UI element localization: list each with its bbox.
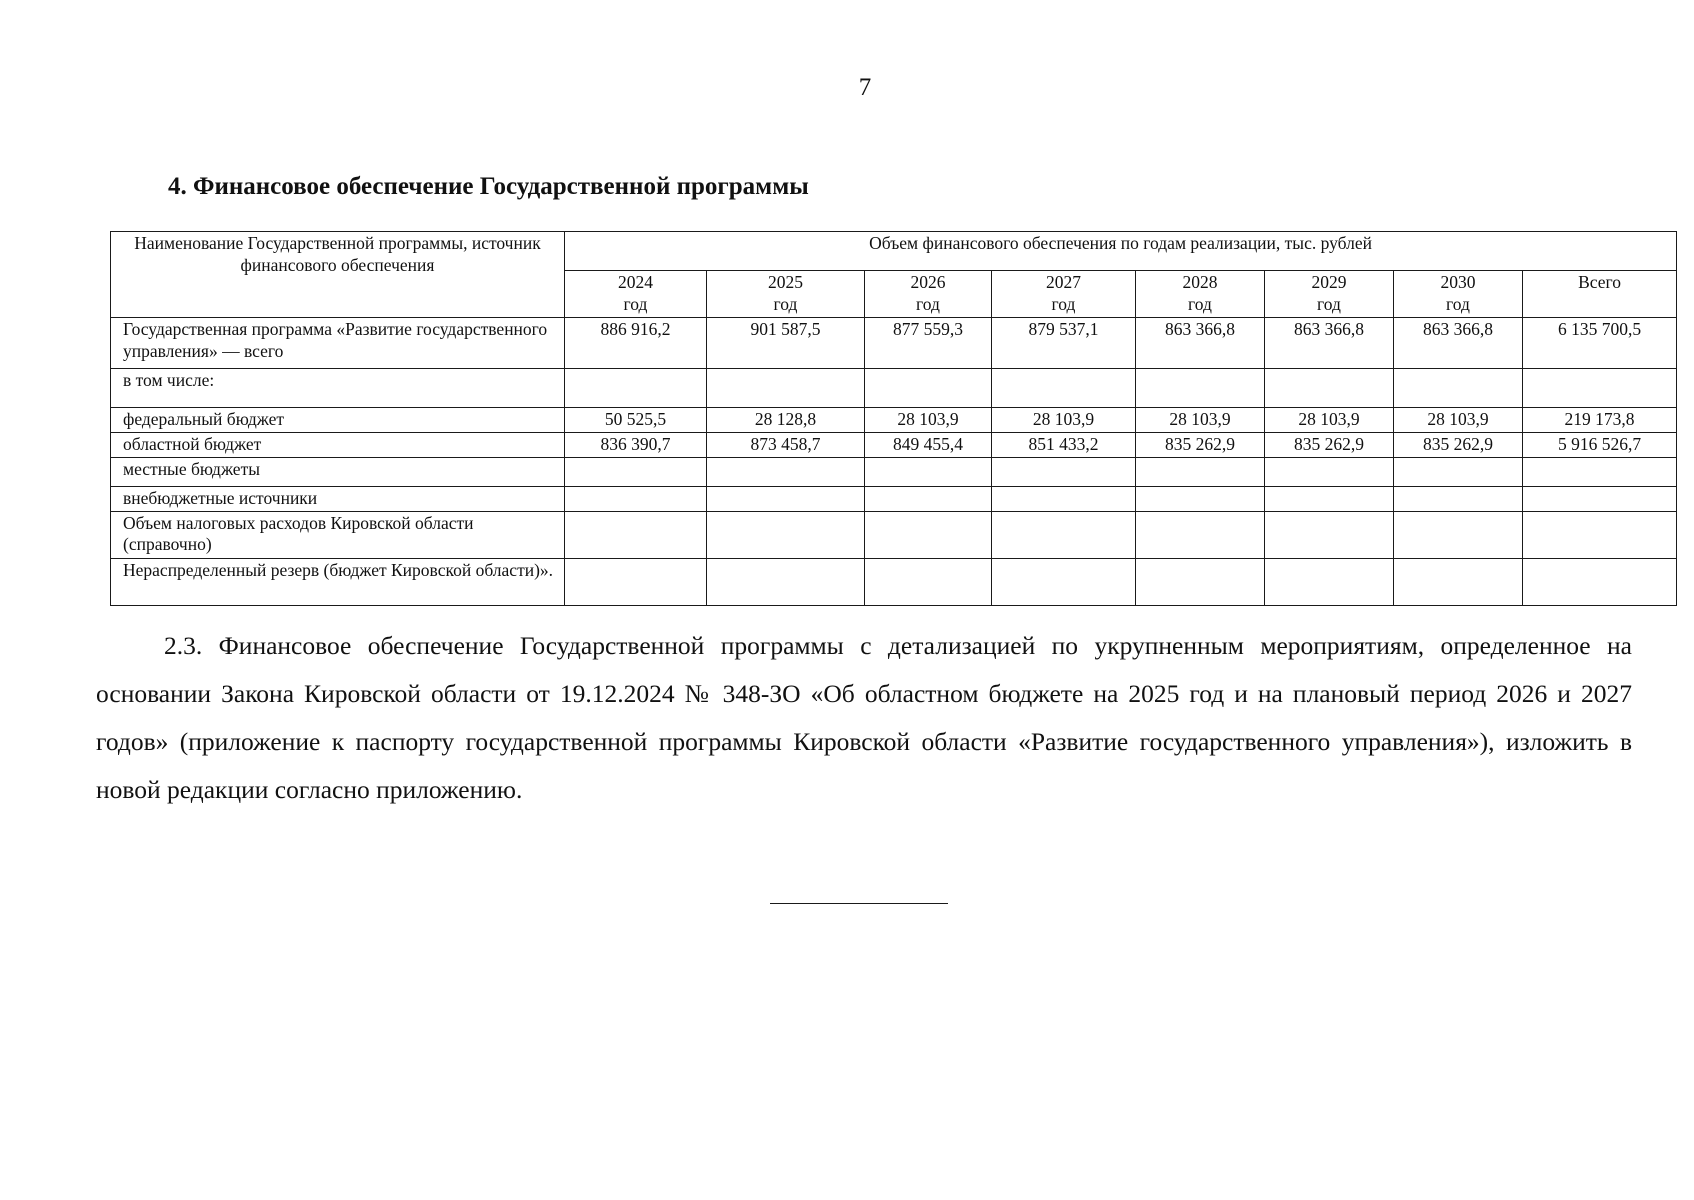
cell-value — [865, 558, 992, 605]
cell-total: 219 173,8 — [1523, 407, 1677, 432]
cell-value — [992, 457, 1136, 486]
header-name: Наименование Государственной программы, источник финансового обеспечения — [111, 232, 565, 318]
cell-value: 851 433,2 — [992, 432, 1136, 457]
cell-value — [1265, 457, 1394, 486]
cell-value: 50 525,5 — [565, 407, 707, 432]
cell-value — [992, 558, 1136, 605]
cell-value — [565, 368, 707, 407]
cell-value — [565, 457, 707, 486]
cell-value: 863 366,8 — [1136, 317, 1265, 368]
cell-value — [1136, 486, 1265, 511]
table-row — [111, 368, 1677, 407]
cell-value — [1394, 558, 1523, 605]
cell-total: 5 916 526,7 — [1523, 432, 1677, 457]
cell-value: 863 366,8 — [1394, 317, 1523, 368]
cell-value — [1394, 486, 1523, 511]
cell-value — [1394, 457, 1523, 486]
year-header: 2024 год — [565, 271, 707, 318]
cell-value — [865, 457, 992, 486]
table-row — [111, 432, 1677, 457]
cell-value — [707, 486, 865, 511]
cell-value — [1265, 486, 1394, 511]
cell-value: 879 537,1 — [992, 317, 1136, 368]
cell-value — [565, 486, 707, 511]
cell-value — [865, 368, 992, 407]
cell-value — [565, 511, 707, 558]
cell-value — [865, 511, 992, 558]
cell-value — [1136, 511, 1265, 558]
row-label: Объем налоговых расходов Кировской области (справочно) — [111, 511, 565, 558]
cell-value — [707, 368, 865, 407]
year-header: 2028 год — [1136, 271, 1265, 318]
cell-total — [1523, 511, 1677, 558]
cell-value: 28 103,9 — [1265, 407, 1394, 432]
header-volume: Объем финансового обеспечения по годам реализации, тыс. рублей — [565, 232, 1677, 271]
cell-value — [1265, 511, 1394, 558]
cell-value: 835 262,9 — [1394, 432, 1523, 457]
cell-value: 849 455,4 — [865, 432, 992, 457]
cell-value: 836 390,7 — [565, 432, 707, 457]
cell-value — [1394, 368, 1523, 407]
table-row — [111, 457, 1677, 486]
cell-value: 28 103,9 — [992, 407, 1136, 432]
cell-total — [1523, 486, 1677, 511]
cell-value — [1136, 368, 1265, 407]
cell-value — [1265, 368, 1394, 407]
cell-value: 873 458,7 — [707, 432, 865, 457]
page-number: 7 — [858, 74, 872, 101]
cell-value: 901 587,5 — [707, 317, 865, 368]
cell-value — [1136, 558, 1265, 605]
cell-value: 835 262,9 — [1136, 432, 1265, 457]
end-divider — [770, 903, 948, 904]
cell-value — [565, 558, 707, 605]
body-paragraph: 2.3. Финансовое обеспечение Государственной программы с детализацией по укрупненным мероприятиям, определенное на основании Закона Кировской области от 19.12.2024 № 348-ЗО «Об областном бюджете на 2025 год и на плановый период 2026 и 2027 годов» (приложение к паспорту государственной программы Кировской области «Развитие государственного управления»), изложить в новой редакции согласно приложению. — [96, 631, 1632, 804]
cell-value — [865, 486, 992, 511]
row-label: федеральный бюджет — [111, 407, 565, 432]
total-header: Всего — [1523, 271, 1677, 318]
row-label: Государственная программа «Развитие государственного управления» — всего — [111, 317, 565, 368]
cell-value — [707, 457, 865, 486]
cell-value: 863 366,8 — [1265, 317, 1394, 368]
cell-value: 28 103,9 — [1136, 407, 1265, 432]
cell-value: 886 916,2 — [565, 317, 707, 368]
cell-value: 877 559,3 — [865, 317, 992, 368]
cell-total — [1523, 558, 1677, 605]
cell-value — [1394, 511, 1523, 558]
cell-value: 28 103,9 — [865, 407, 992, 432]
year-header: 2025 год — [707, 271, 865, 318]
cell-value — [992, 486, 1136, 511]
table-row — [111, 407, 1677, 432]
cell-value — [707, 511, 865, 558]
cell-value — [1265, 558, 1394, 605]
section-title: 4. Финансовое обеспечение Государственной программы — [168, 173, 809, 200]
year-header: 2027 год — [992, 271, 1136, 318]
row-label: внебюджетные источники — [111, 486, 565, 511]
cell-total — [1523, 368, 1677, 407]
year-header: 2026 год — [865, 271, 992, 318]
cell-value — [992, 511, 1136, 558]
table-row — [111, 511, 1677, 558]
cell-total — [1523, 457, 1677, 486]
row-label: Нераспределенный резерв (бюджет Кировской области)». — [111, 558, 565, 605]
table-row — [111, 486, 1677, 511]
year-header: 2029 год — [1265, 271, 1394, 318]
cell-value: 28 103,9 — [1394, 407, 1523, 432]
cell-value: 835 262,9 — [1265, 432, 1394, 457]
cell-value — [992, 368, 1136, 407]
financing-table — [110, 231, 1677, 606]
cell-total: 6 135 700,5 — [1523, 317, 1677, 368]
row-label: местные бюджеты — [111, 457, 565, 486]
cell-value — [1136, 457, 1265, 486]
table-row — [111, 558, 1677, 605]
cell-value: 28 128,8 — [707, 407, 865, 432]
year-header: 2030 год — [1394, 271, 1523, 318]
row-label: в том числе: — [111, 368, 565, 407]
cell-value — [707, 558, 865, 605]
row-label: областной бюджет — [111, 432, 565, 457]
table-row — [111, 317, 1677, 368]
